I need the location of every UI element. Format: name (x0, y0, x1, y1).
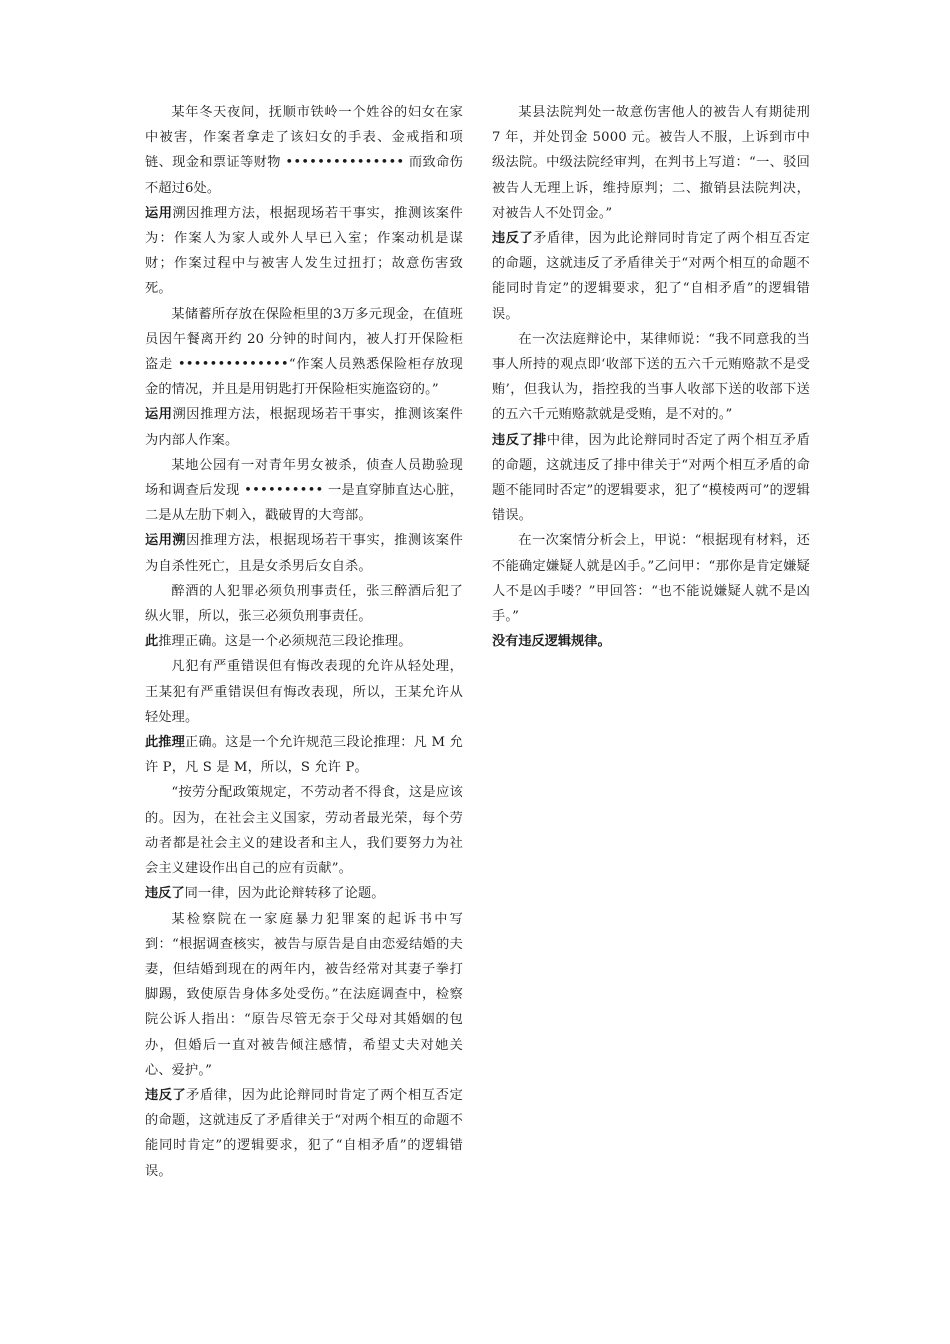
answer-lead: 违反了排 (492, 432, 547, 448)
answer-paragraph (145, 201, 463, 302)
answer-lead: 此 (145, 634, 159, 650)
answer-paragraph: 没有违反逻辑规律。 (492, 634, 611, 650)
case-paragraph: 在一次案情分析会上，甲说：“根据现有材料，还不能确定嫌疑人就是凶手。”乙问甲：“那你是肯定嫌疑人不是凶手喽？”甲回答：“也不能说嫌疑人就不是凶手。” (492, 533, 810, 625)
answer-text: 溯因推理方法，根据现场若干事实，推测该案件为：作案人为家人或外人早已入室；作案动机是谋财；作案过程中与被害人发生过扭打；故意伤害致死。 (145, 205, 464, 297)
answer-text: 正确。这是一个允许规范三段论推理：凡 M 允许 P，凡 S 是 M，所以，S 允许 P。 (145, 735, 464, 776)
answer-paragraph (145, 402, 463, 452)
answer-lead: 运用溯 (145, 533, 187, 549)
answer-text: 推理正确。这是一个必须规范三段论推理。 (158, 634, 412, 650)
answer-paragraph (145, 730, 463, 780)
right-column (492, 100, 810, 654)
answer-text: 矛盾律，因为此论辩同时肯定了两个相互否定的命题，这就违反了矛盾律关于“对两个相互的命题不能同时肯定”的逻辑要求，犯了“自相矛盾”的逻辑错误。 (145, 1087, 463, 1179)
answer-paragraph (145, 528, 463, 578)
answer-paragraph (145, 1083, 463, 1184)
answer-lead: 此推理 (145, 735, 185, 751)
answer-paragraph (145, 629, 463, 654)
answer-text: 溯因推理方法，根据现场若干事实，推测该案件为内部人作案。 (145, 407, 464, 448)
case-paragraph: 醉酒的人犯罪必须负刑事责任，张三醉酒后犯了纵火罪，所以，张三必须负刑事责任。 (145, 583, 463, 625)
case-paragraph: 某县法院判处一故意伤害他人的被告人有期徒刑 7 年，并处罚金 5000 元。被告人不服，上诉到市中级法院。中级法院经审判，在判书上写道：“一、驳回被告人无理上诉，维持原判；二、撤销县法院判决，对被告人不处罚金。” (492, 105, 810, 221)
answer-text: 因推理方法，根据现场若干事实，推测该案件为自杀性死亡，且是女杀男后女自杀。 (145, 533, 463, 574)
case-paragraph: “按劳分配政策规定，不劳动者不得食，这是应该的。因为，在社会主义国家，劳动者最光荣，每个劳动者都是社会主义的建设者和主人，我们要努力为社会主义建设作出自己的应有贡献”。 (145, 785, 463, 877)
answer-lead: 运用 (145, 205, 173, 221)
left-column (145, 100, 463, 1184)
answer-text: 中律，因为此论辩同时否定了两个相互矛盾的命题，这就违反了排中律关于“对两个相互矛盾的命题不能同时否定”的逻辑要求，犯了“模棱两可”的逻辑错误。 (492, 432, 810, 524)
case-paragraph: 某地公园有一对青年男女被杀，侦查人员勘验现场和调查后发现 •••••••••• 一是直穿肺直达心脏，二是从左肋下刺入，戳破胃的大弯部。 (145, 457, 463, 524)
answer-lead: 违反了 (492, 231, 534, 247)
answer-paragraph (145, 881, 463, 906)
case-paragraph: 凡犯有严重错误但有悔改表现的允许从轻处理，王某犯有严重错误但有悔改表现，所以，王某允许从轻处理。 (145, 659, 463, 725)
answer-lead: 违反了 (145, 886, 185, 902)
answer-text: 同一律，因为此论辩转移了论题。 (184, 886, 385, 902)
answer-paragraph (492, 428, 810, 529)
case-paragraph: 某检察院在一家庭暴力犯罪案的起诉书中写到：“根据调查核实，被告与原告是自由恋爱结婚的夫妻，但结婚到现在的两年内，被告经常对其妻子拳打脚踢，致使原告身体多处受伤。”在法庭调查中，检察院公诉人指出：“原告尽管无奈于父母对其婚姻的包办，但婚后一直对被告倾注感情，希望丈夫对她关心、爱护。” (145, 911, 463, 1078)
case-paragraph: 在一次法庭辩论中，某律师说：“我不同意我的当事人所持的观点即‘收部下送的五六千元贿赂款不是受贿’，但我认为，指控我的当事人收部下送的收部下送的五六千元贿赂款就是受贿，是不对的。” (492, 331, 810, 423)
answer-lead: 运用 (145, 407, 173, 423)
answer-text: 矛盾律，因为此论辩同时肯定了两个相互否定的命题，这就违反了矛盾律关于“对两个相互的命题不能同时肯定”的逻辑要求，犯了“自相矛盾”的逻辑错误。 (492, 231, 810, 322)
answer-lead: 违反了 (145, 1087, 187, 1103)
case-paragraph: 某年冬天夜间，抚顺市铁岭一个姓谷的妇女在家中被害，作案者拿走了该妇女的手表、金戒指和项链、现金和票证等财物 ••••••••••••••• 而致命伤不超过6处。 (145, 105, 463, 196)
answer-paragraph (492, 226, 810, 327)
case-paragraph: 某储蓄所存放在保险柜里的3万多元现金，在值班员因午餐离开约 20 分钟的时间内，被人打开保险柜盗走 ••••••••••••••“作案人员熟悉保险柜存放现金的情况，并且是用钥匙打开保险柜实施盗窃的。” (145, 306, 463, 398)
